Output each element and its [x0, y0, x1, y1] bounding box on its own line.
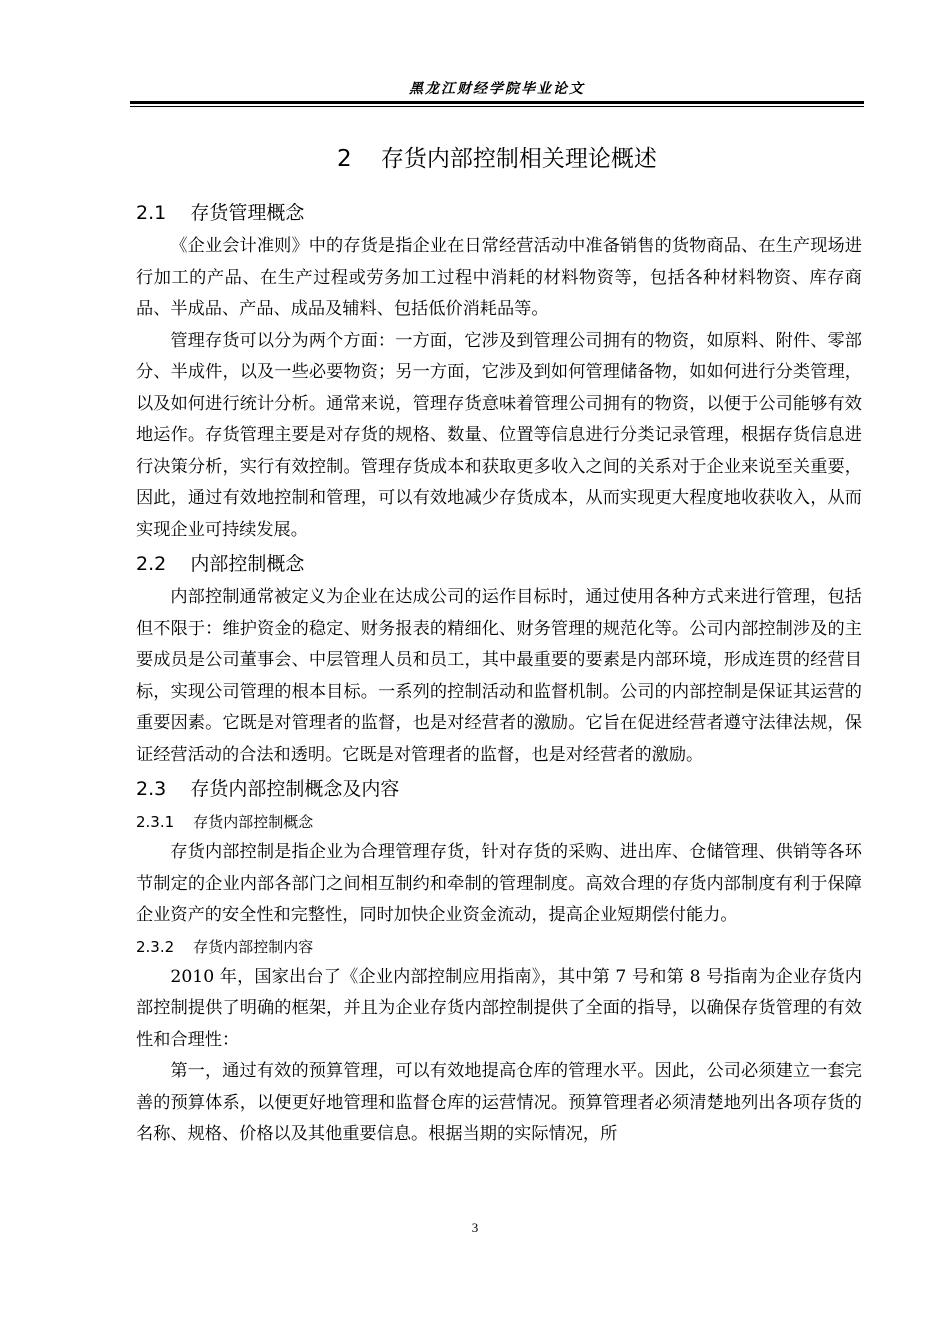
paragraph: 2010 年，国家出台了《企业内部控制应用指南》，其中第 7 号和第 8 号指南为企业存货内部控制提供了明确的框架，并且为企业存货内部控制提供了全面的指导，以确保存货管理的有效性和合理性：: [136, 966, 862, 1050]
chapter-title: 2 存货内部控制相关理论概述: [337, 146, 657, 172]
paragraph: 管理存货可以分为两个方面：一方面，它涉及到管理公司拥有的物资，如原料、附件、零部分、半成件，以及一些必要物资；另一方面，它涉及到如何管理储备物，如如何进行分类管理，以及如何进行统计分析。通常来说，管理存货意味着管理公司拥有的物资，以便于公司能够有效地运作。存货管理主要是对存货的规格、数量、位置等信息进行分类记录管理，根据存货信息进行决策分析，实行有效控制。管理存货成本和获取更多收入之间的关系对于企业来说至关重要，因此，通过有效地控制和管理，可以有效地减少存货成本，从而实现更大程度地收获收入，从而实现企业可持续发展。: [136, 330, 862, 540]
section-heading-2-2: 2.2 内部控制概念: [136, 553, 305, 575]
header-rule-thin: [130, 106, 864, 107]
page-number: 3: [471, 1220, 479, 1235]
subsection-heading-2-3-1: 2.3.1 存货内部控制概念: [136, 813, 314, 831]
subsection-heading-2-3-2: 2.3.2 存货内部控制内容: [136, 937, 314, 956]
paragraph: 《企业会计准则》中的存货是指企业在日常经营活动中准备销售的货物商品、在生产现场进行加工的产品、在生产过程或劳务加工过程中消耗的材料物资等，包括各种材料物资、库存商品、半成品、产品、成品及辅料、包括低价消耗品等。: [136, 236, 862, 319]
paragraph: 第一，通过有效的预算管理，可以有效地提高仓库的管理水平。因此，公司必须建立一套完善的预算体系，以便更好地管理和监督仓库的运营情况。预算管理者必须清楚地列出各项存货的名称、规格、价格以及其他重要信息。根据当期的实际情况，所: [136, 1061, 862, 1144]
header-rule-thick: [130, 101, 864, 104]
section-heading-2-3: 2.3 存货内部控制概念及内容: [136, 778, 400, 800]
page-body: [136, 195, 862, 1151]
paragraph: 内部控制通常被定义为企业在达成公司的运作目标时，通过使用各种方式来进行管理，包括但不限于：维护资金的稳定、财务报表的精细化、财务管理的规范化等。公司内部控制涉及的主要成员是公司董事会、中层管理人员和员工，其中最重要的要素是内部环境，形成连贯的经营目标，实现公司管理的根本目标。一系列的控制活动和监督机制。公司的内部控制是保证其运营的重要因素。它既是对管理者的监督，也是对经营者的激励。它旨在促进经营者遵守法律法规，保证经营活动的合法和透明。它既是对管理者的监督，也是对经营者的激励。: [136, 587, 862, 765]
paragraph: 存货内部控制是指企业为合理管理存货，针对存货的采购、进出库、仓储管理、供销等各环节制定的企业内部各部门之间相互制约和牵制的管理制度。高效合理的存货内部制度有利于保障企业资产的安全性和完整性，同时加快企业资金流动，提高企业短期偿付能力。: [136, 842, 862, 925]
running-header: 黑龙江财经学院毕业论文: [409, 81, 585, 97]
section-heading-2-1: 2.1 存货管理概念: [136, 202, 305, 224]
